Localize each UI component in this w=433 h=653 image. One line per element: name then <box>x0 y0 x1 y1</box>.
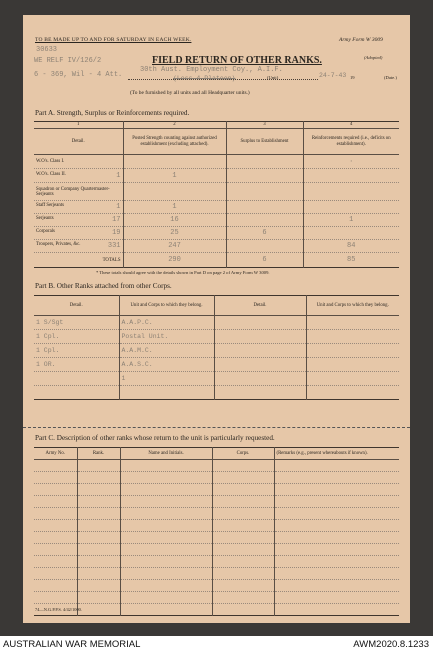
empty-cell <box>77 496 120 508</box>
surplus-value <box>226 183 303 201</box>
empty-cell <box>34 592 77 604</box>
col-header-posted: Posted Strength counting against authorized establishment (excluding attached). <box>123 129 226 155</box>
empty-cell <box>212 532 274 544</box>
attached-unit <box>119 386 214 400</box>
col-header-name: Name and Initials. <box>120 448 212 460</box>
posted-value: 1 <box>123 201 226 214</box>
typed-left-value: 19 <box>112 229 121 237</box>
attached-unit: 1 <box>119 372 214 386</box>
col-header-army-no: Army No. <box>34 448 77 460</box>
attached-unit: Postal Unit. <box>119 330 214 344</box>
part-c-table <box>34 447 399 616</box>
empty-cell <box>77 604 120 616</box>
empty-cell <box>274 460 399 472</box>
unit-typed: 30th Aust. Employment Coy., A.I.F. <box>140 66 283 74</box>
table-row <box>34 520 399 532</box>
typed-left-value: 331 <box>107 242 121 250</box>
empty-cell <box>77 520 120 532</box>
empty-cell <box>212 496 274 508</box>
typed-ref-3: 6 - 369, Wil - 4 Att. <box>34 71 123 79</box>
posted-value: 1 <box>123 169 226 183</box>
table-row <box>34 183 399 201</box>
table-row <box>34 201 399 214</box>
unit-dotted-line <box>128 79 318 80</box>
row-detail: Staff Serjeants <box>36 203 65 208</box>
empty-cell <box>77 544 120 556</box>
table-row <box>34 484 399 496</box>
footer-bar <box>0 636 433 653</box>
empty-cell <box>274 592 399 604</box>
row-detail: W.O's. Class I. <box>36 159 65 164</box>
table-row <box>34 532 399 544</box>
footer-accession: AWM2020.8.1233 <box>353 639 429 650</box>
col-number: 4 <box>303 122 399 129</box>
empty-cell <box>212 460 274 472</box>
posted-value: 247 <box>123 240 226 253</box>
col-header-detail: Detail. <box>34 296 119 316</box>
col-header-rank: Rank. <box>77 448 120 460</box>
col-header-detail: Detail. <box>214 296 306 316</box>
empty-cell <box>212 544 274 556</box>
table-row <box>34 580 399 592</box>
attached-detail: 1 Cpl. <box>34 330 119 344</box>
empty-cell <box>34 460 77 472</box>
part-c-heading: Part C. Description of other ranks whose return to the unit is particularly requested. <box>35 434 275 442</box>
typed-ref-1: 30633 <box>36 46 58 54</box>
document-page <box>23 15 410 623</box>
reinf-value: 84 <box>303 240 399 253</box>
empty-cell <box>77 592 120 604</box>
empty-cell <box>212 580 274 592</box>
posted-value <box>123 155 226 169</box>
empty-cell <box>34 532 77 544</box>
empty-cell <box>274 508 399 520</box>
col-header-detail: Detail. <box>34 129 123 155</box>
col-header-unit-corps: Unit and Corps to which they belong. <box>119 296 214 316</box>
empty-cell <box>274 568 399 580</box>
attached-detail: 1 Cpl. <box>34 344 119 358</box>
total-surplus: 6 <box>226 253 303 268</box>
col-number: 3 <box>226 122 303 129</box>
year-prefix: 19 <box>350 75 355 80</box>
empty-cell <box>212 592 274 604</box>
empty-cell <box>34 544 77 556</box>
table-row <box>34 344 399 358</box>
reinf-value <box>303 227 399 240</box>
attached-detail <box>34 386 119 400</box>
empty-cell <box>77 460 120 472</box>
typed-ref-2: WE RELF IV/126/2 <box>34 57 102 65</box>
attached-unit: A.A.P.C. <box>119 316 214 330</box>
col-header-remarks: (Remarks (e.g., present whereabouts if known). <box>274 448 399 460</box>
empty-cell <box>120 460 212 472</box>
table-row <box>34 386 399 400</box>
table-row <box>34 227 399 240</box>
empty-cell <box>120 592 212 604</box>
table-row <box>34 544 399 556</box>
empty-cell <box>34 484 77 496</box>
empty-cell <box>77 472 120 484</box>
typed-left-value: 1 <box>116 171 121 180</box>
empty-cell <box>120 544 212 556</box>
part-b-heading: Part B. Other Ranks attached from other Corps. <box>35 282 172 290</box>
form-title: FIELD RETURN OF OTHER RANKS. <box>152 55 322 66</box>
totals-label: TOTALS <box>34 253 123 268</box>
empty-cell <box>34 580 77 592</box>
empty-cell <box>274 496 399 508</box>
table-row <box>34 169 399 183</box>
unit-label: (Unit) <box>267 75 279 80</box>
footer-credit: AUSTRALIAN WAR MEMORIAL <box>3 639 141 650</box>
table-row <box>34 372 399 386</box>
table-row <box>34 556 399 568</box>
empty-cell <box>34 520 77 532</box>
empty-cell <box>77 532 120 544</box>
empty-cell <box>120 496 212 508</box>
printer-line: 74—N.G.P.P.S. 4/42/1000. <box>35 607 82 612</box>
empty-cell <box>120 484 212 496</box>
empty-cell <box>77 484 120 496</box>
part-b-table <box>34 295 399 400</box>
table-row <box>34 330 399 344</box>
table-row <box>34 460 399 472</box>
surplus-value <box>226 201 303 214</box>
part-a-heading: Part A. Strength, Surplus or Reinforcements required. <box>35 109 190 117</box>
empty-cell <box>77 508 120 520</box>
surplus-value <box>226 240 303 253</box>
empty-cell <box>274 580 399 592</box>
surplus-value <box>226 169 303 183</box>
empty-cell <box>34 556 77 568</box>
table-row <box>34 358 399 372</box>
typed-left-value: 17 <box>112 216 121 224</box>
reinf-value <box>303 183 399 201</box>
empty-cell <box>212 520 274 532</box>
reinf-value: · <box>303 155 399 169</box>
col-header-surplus: Surplus to Establishment <box>226 129 303 155</box>
table-row <box>34 568 399 580</box>
col-header-reinforcements: Reinforcements required (i.e., deficits on establishment). <box>303 129 399 155</box>
table-row <box>34 155 399 169</box>
part-a-table <box>34 121 399 268</box>
totals-row <box>34 253 399 268</box>
empty-cell <box>212 472 274 484</box>
posted-value: 16 <box>123 214 226 227</box>
empty-cell <box>77 580 120 592</box>
reinf-value <box>303 201 399 214</box>
table-row <box>34 214 399 227</box>
posted-value <box>123 183 226 201</box>
date-typed: 24-7-43 <box>319 72 347 79</box>
empty-cell <box>274 472 399 484</box>
empty-cell <box>274 532 399 544</box>
table-row <box>34 592 399 604</box>
table-row <box>34 508 399 520</box>
col-number: 1 <box>34 122 123 129</box>
attached-unit: A.A.M.C. <box>119 344 214 358</box>
unit-typed-sub: (Less 4 Platoon) <box>173 75 236 82</box>
empty-cell <box>274 556 399 568</box>
row-detail: Corporals <box>36 229 55 234</box>
empty-cell <box>77 568 120 580</box>
empty-cell <box>212 556 274 568</box>
empty-cell <box>34 496 77 508</box>
empty-cell <box>120 520 212 532</box>
reinf-value: 1 <box>303 214 399 227</box>
empty-cell <box>34 508 77 520</box>
surplus-value <box>226 214 303 227</box>
table-row <box>34 472 399 484</box>
table-row <box>34 496 399 508</box>
attached-detail: 1 OR. <box>34 358 119 372</box>
top-notice: TO BE MADE UP TO AND FOR SATURDAY IN EACH WEEK. <box>35 37 192 43</box>
posted-value: 25 <box>123 227 226 240</box>
empty-cell <box>120 508 212 520</box>
empty-cell <box>77 556 120 568</box>
empty-cell <box>274 484 399 496</box>
row-detail: W.O's. Class II. <box>36 171 66 177</box>
row-detail: Squadron or Company Quartermaster-Serjeants <box>36 186 110 197</box>
col-number: 2 <box>123 122 226 129</box>
empty-cell <box>120 568 212 580</box>
empty-cell <box>274 520 399 532</box>
empty-cell <box>120 604 212 616</box>
furnished-note: (To be furnished by all units and all Headquarter units.) <box>130 90 250 96</box>
date-label: (Date.) <box>384 75 397 80</box>
table-row <box>34 604 399 616</box>
attached-detail: 1 S/Sgt <box>34 316 119 330</box>
attached-unit: A.A.S.C. <box>119 358 214 372</box>
empty-cell <box>212 568 274 580</box>
row-detail: Serjeants <box>36 216 54 221</box>
empty-cell <box>274 544 399 556</box>
empty-cell <box>274 604 399 616</box>
col-header-corps: Corps. <box>212 448 274 460</box>
total-posted: 290 <box>123 253 226 268</box>
typed-left-value: 1 <box>116 203 121 211</box>
empty-cell <box>120 472 212 484</box>
attached-detail <box>34 372 119 386</box>
empty-cell <box>120 532 212 544</box>
empty-cell <box>212 604 274 616</box>
table-row <box>34 240 399 253</box>
empty-cell <box>120 580 212 592</box>
table-row <box>34 316 399 330</box>
empty-cell <box>212 484 274 496</box>
empty-cell <box>34 568 77 580</box>
empty-cell <box>34 472 77 484</box>
adopted-label: (Adopted) <box>364 55 383 60</box>
total-reinf: 85 <box>303 253 399 268</box>
empty-cell <box>120 556 212 568</box>
row-detail: Troopers, Privates, &c. <box>36 242 81 247</box>
col-header-unit-corps: Unit and Corps to which they belong. <box>306 296 399 316</box>
surplus-value: 6 <box>226 227 303 240</box>
part-a-footnote: * These totals should agree with the details shown in Part D on page 2 of Army Form W 3009. <box>96 270 270 275</box>
form-number: Army Form W 3009 <box>339 37 383 43</box>
surplus-value <box>226 155 303 169</box>
reinf-value <box>303 169 399 183</box>
empty-cell <box>212 508 274 520</box>
tear-line <box>23 427 410 428</box>
